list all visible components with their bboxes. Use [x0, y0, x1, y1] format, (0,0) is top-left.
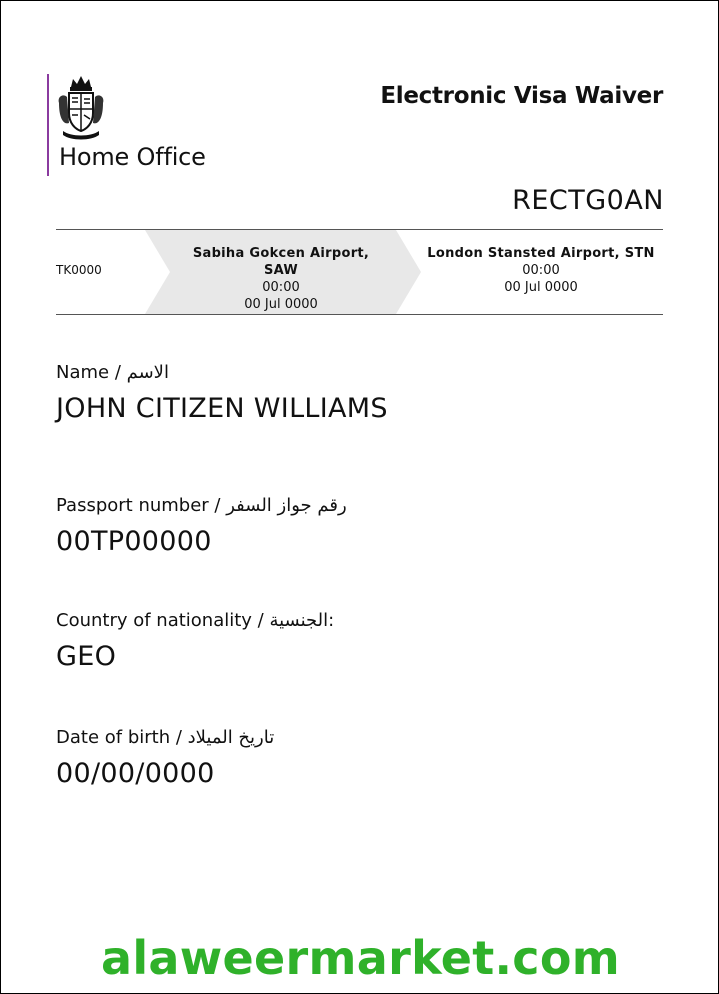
origin-name-line2: SAW — [263, 263, 299, 278]
destination-name: London Stansted Airport, STN — [427, 246, 655, 261]
origin-date: 00 Jul 0000 — [244, 297, 318, 312]
destination-time: 00:00 — [522, 263, 560, 278]
origin-airport — [176, 245, 386, 313]
brand-bar — [47, 74, 49, 176]
date-of-birth-value: 00/00/0000 — [56, 758, 215, 789]
flight-number: TK0000 — [56, 263, 102, 277]
nationality-field — [56, 610, 334, 672]
name-value: JOHN CITIZEN WILLIAMS — [56, 393, 388, 424]
destination-airport — [426, 245, 656, 296]
watermark-text: alaweermarket.com — [100, 931, 620, 985]
name-label: Name / الاسم — [56, 362, 169, 383]
name-field — [56, 362, 388, 424]
date-of-birth-field — [56, 727, 274, 789]
flight-details-band — [56, 229, 663, 315]
nationality-label: Country of nationality / الجنسية: — [56, 610, 335, 631]
origin-time: 00:00 — [262, 280, 300, 295]
royal-crest-icon — [55, 73, 107, 141]
passport-label: Passport number / رقم جواز السفر — [56, 495, 347, 516]
passport-field — [56, 495, 347, 557]
destination-date: 00 Jul 0000 — [504, 280, 578, 295]
document-title: Electronic Visa Waiver — [380, 83, 663, 109]
nationality-value: GEO — [56, 641, 117, 672]
reference-number: RECTG0AN — [512, 185, 664, 216]
date-of-birth-label: Date of birth / تاريخ الميلاد — [56, 727, 275, 748]
origin-name-line1: Sabiha Gokcen Airport, — [192, 246, 370, 261]
department-name: Home Office — [59, 143, 206, 171]
passport-value: 00TP00000 — [56, 526, 212, 557]
